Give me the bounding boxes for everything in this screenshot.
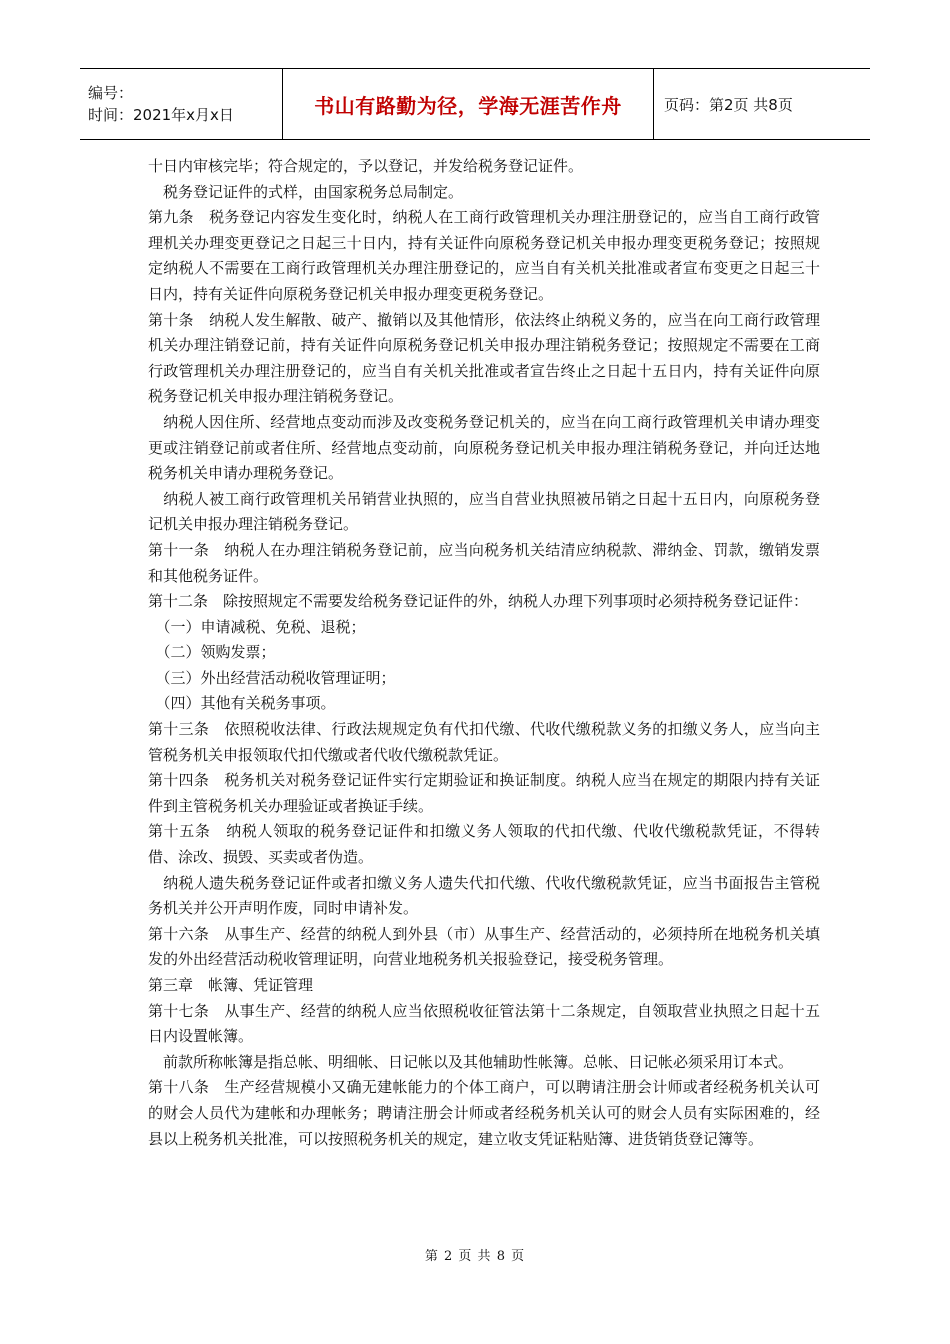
paragraph: 税务登记证件的式样，由国家税务总局制定。 — [148, 182, 464, 201]
paragraph: 第十条 纳税人发生解散、破产、撤销以及其他情形，依法终止纳税义务的，应当在向工商行政管理机关办理注销登记前，持有关证件向原税务登记机关申报办理注销税务登记；按照规定不需要在工商行政管理机关办理注册登记的，应当自有关机关批准或者宣告终止之日起十五日内，持有关证件向原税务登记机关申报办理注销税务登记。 — [148, 310, 820, 406]
paragraph: 前款所称帐簿是指总帐、明细帐、日记帐以及其他辅助性帐簿。总帐、日记帐必须采用订本式。 — [148, 1052, 794, 1071]
list-item: （二）领购发票； — [148, 643, 276, 662]
page-footer: 第 2 页 共 8 页 — [424, 1249, 526, 1264]
document-body — [148, 154, 820, 1152]
paragraph: 第十五条 纳税人领取的税务登记证件和扣缴义务人领取的代扣代缴、代收代缴税款凭证，不得转借、涂改、损毁、买卖或者伪造。 — [148, 822, 820, 867]
paragraph: 纳税人遗失税务登记证件或者扣缴义务人遗失代扣代缴、代收代缴税款凭证，应当书面报告主管税务机关并公开声明作废，同时申请补发。 — [148, 873, 820, 918]
paragraph: 十日内审核完毕；符合规定的，予以登记，并发给税务登记证件。 — [148, 157, 584, 175]
time-label: 时间：2021年x月x日 — [88, 106, 234, 124]
list-item: （一）申请减税、免税、退税； — [148, 617, 366, 636]
paragraph: 纳税人被工商行政管理机关吊销营业执照的，应当自营业执照被吊销之日起十五日内，向原税务登记机关申报办理注销税务登记。 — [148, 489, 820, 534]
paragraph: 第十四条 税务机关对税务登记证件实行定期验证和换证制度。纳税人应当在规定的期限内持有关证件到主管税务机关办理验证或者换证手续。 — [148, 771, 820, 815]
list-item: （三）外出经营活动税收管理证明； — [148, 668, 396, 687]
paragraph: 第十八条 生产经营规模小又确无建帐能力的个体工商户，可以聘请注册会计师或者经税务机关认可的财会人员代为建帐和办理帐务；聘请注册会计师或者经税务机关认可的财会人员有实际困难的，经县以上税务机关批准，可以按照税务机关的规定，建立收支凭证粘贴簿、进货销货登记簿等。 — [148, 1078, 820, 1148]
header-motto: 书山有路勤为径，学海无涯苦作舟 — [283, 69, 654, 139]
paragraph: 第九条 税务登记内容发生变化时，纳税人在工商行政管理机关办理注册登记的，应当自工商行政管理机关办理变更登记之日起三十日内，持有关证件向原税务登记机关申报办理变更税务登记；按照规定纳税人不需要在工商行政管理机关办理注册登记的，应当自有关机关批准或者宣布变更之日起三十日内，持有关证件向原税务登记机关申报办理变更税务登记。 — [148, 208, 820, 303]
paragraph: 第十一条 纳税人在办理注销税务登记前，应当向税务机关结清应纳税款、滞纳金、罚款，缴销发票和其他税务证件。 — [148, 540, 820, 585]
header-page-label: 页码：第2页 共8页 — [664, 95, 793, 114]
paragraph: 第十三条 依照税收法律、行政法规规定负有代扣代缴、代收代缴税款义务的扣缴义务人，应当向主管税务机关申报领取代扣代缴或者代收代缴税款凭证。 — [148, 720, 820, 764]
list-item: （四）其他有关税务事项。 — [148, 694, 336, 713]
paragraph: 第十六条 从事生产、经营的纳税人到外县（市）从事生产、经营活动的，必须持所在地税务机关填发的外出经营活动税收管理证明，向营业地税务机关报验登记，接受税务管理。 — [148, 924, 820, 969]
header-meta — [80, 69, 283, 139]
chapter-heading: 第三章 帐簿、凭证管理 — [148, 976, 314, 994]
page-header — [80, 68, 870, 140]
paragraph: 纳税人因住所、经营地点变动而涉及改变税务登记机关的，应当在向工商行政管理机关申请办理变更或注销登记前或者住所、经营地点变动前，向原税务登记机关申报办理注销税务登记，并向迁达地税务机关申请办理税务登记。 — [148, 412, 820, 483]
paragraph: 第十七条 从事生产、经营的纳税人应当依照税收征管法第十二条规定，自领取营业执照之日起十五日内设置帐簿。 — [148, 1001, 820, 1046]
serial-label: 编号： — [88, 84, 134, 102]
paragraph: 第十二条 除按照规定不需要发给税务登记证件的外，纳税人办理下列事项时必须持税务登记证件： — [148, 592, 809, 611]
